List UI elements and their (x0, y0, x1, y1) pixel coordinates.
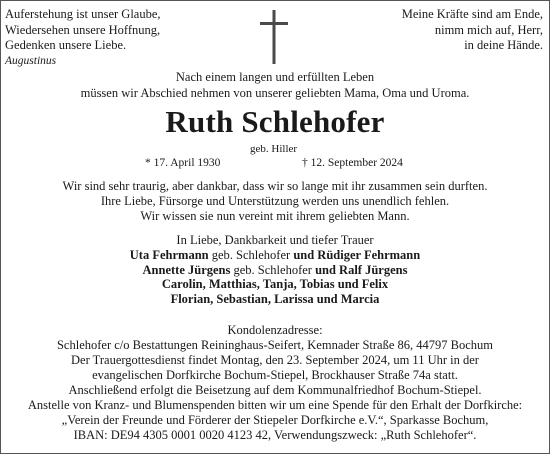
family-intro: In Liebe, Dankbarkeit und tiefer Trauer (176, 233, 374, 247)
service-info: Der Trauergottesdienst findet Montag, den 23. September 2024, um 11 Uhr in der (71, 353, 479, 367)
family-signatures (0, 233, 550, 307)
poem-left-line: Auferstehung ist unser Glaube, (5, 7, 161, 21)
poem-right (402, 7, 543, 54)
grief-line: Ihre Liebe, Fürsorge und Unterstützung werden uns unendlich fehlen. (100, 194, 450, 209)
intro-text (0, 70, 550, 101)
family-line (0, 277, 550, 292)
service-info: evangelischen Dorfkirche Bochum-Stiepel, Brockhauser Straße 74a statt. (92, 368, 458, 382)
family-note: geb. Schlehofer (230, 262, 316, 277)
family-line (0, 263, 550, 278)
family-member: und Rüdiger Fehrmann (293, 247, 421, 262)
poem-right-line: Meine Kräfte sind am Ende, (401, 7, 543, 21)
death-date: † 12. September 2024 (302, 157, 403, 169)
family-line (0, 248, 550, 263)
burial-info: Anschließend erfolgt die Beisetzung auf dem Kommunalfriedhof Bochum-Stiepel. (68, 383, 482, 397)
family-member: Carolin, Matthias, Tanja, Tobias und Felix (161, 277, 389, 292)
grief-line: Wir wissen sie nun vereint mit ihrem geliebten Mann. (140, 209, 410, 224)
family-member: und Ralf Jürgens (315, 262, 408, 277)
poem-right-line: nimm mich auf, Herr, (434, 22, 543, 37)
condolence-heading: Kondolenzadresse: (227, 323, 323, 337)
deceased-name: Ruth Schlehofer (165, 104, 385, 139)
family-member: Annette Jürgens (142, 262, 231, 277)
poem-author: Augustinus (5, 54, 57, 67)
poem-right-line: in deine Hände. (464, 38, 543, 52)
poem-left-line: Wiedersehen unsere Hoffnung, (5, 22, 161, 37)
poem-left (5, 7, 161, 69)
family-member: Florian, Sebastian, Larissa und Marcia (170, 292, 380, 307)
intro-line: müssen wir Abschied nehmen von unserer geliebten Mama, Oma und Uroma. (80, 85, 470, 100)
cross-icon (260, 10, 288, 64)
family-line (0, 292, 550, 307)
family-member: Uta Fehrmann (129, 247, 209, 262)
poem-left-line: Gedenken unsere Liebe. (5, 38, 127, 52)
donation-iban: IBAN: DE94 4305 0001 0020 4123 42, Verwendungszweck: „Ruth Schlehofer“. (73, 428, 477, 442)
grief-line: Wir sind sehr traurig, aber dankbar, dass wir so lange mit ihr zusammen sein durften. (62, 179, 488, 193)
funeral-notice (0, 323, 550, 443)
family-note: geb. Schlehofer (208, 247, 294, 262)
donation-info: Anstelle von Kranz- und Blumenspenden bitten wir um eine Spende für den Erhalt der Dorfkirche: (27, 398, 523, 412)
intro-line: Nach einem langen und erfüllten Leben (175, 70, 375, 84)
condolence-address: Schlehofer c/o Bestattungen Reininghaus-Seifert, Kemnader Straße 86, 44797 Bochum (56, 338, 493, 352)
birth-date: * 17. April 1930 (145, 157, 221, 169)
grief-text (0, 179, 550, 225)
maiden-name: geb. Hiller (250, 143, 298, 155)
donation-info: „Verein der Freunde und Förderer der Stiepeler Dorfkirche e.V.“, Sparkasse Bochum, (61, 413, 489, 427)
